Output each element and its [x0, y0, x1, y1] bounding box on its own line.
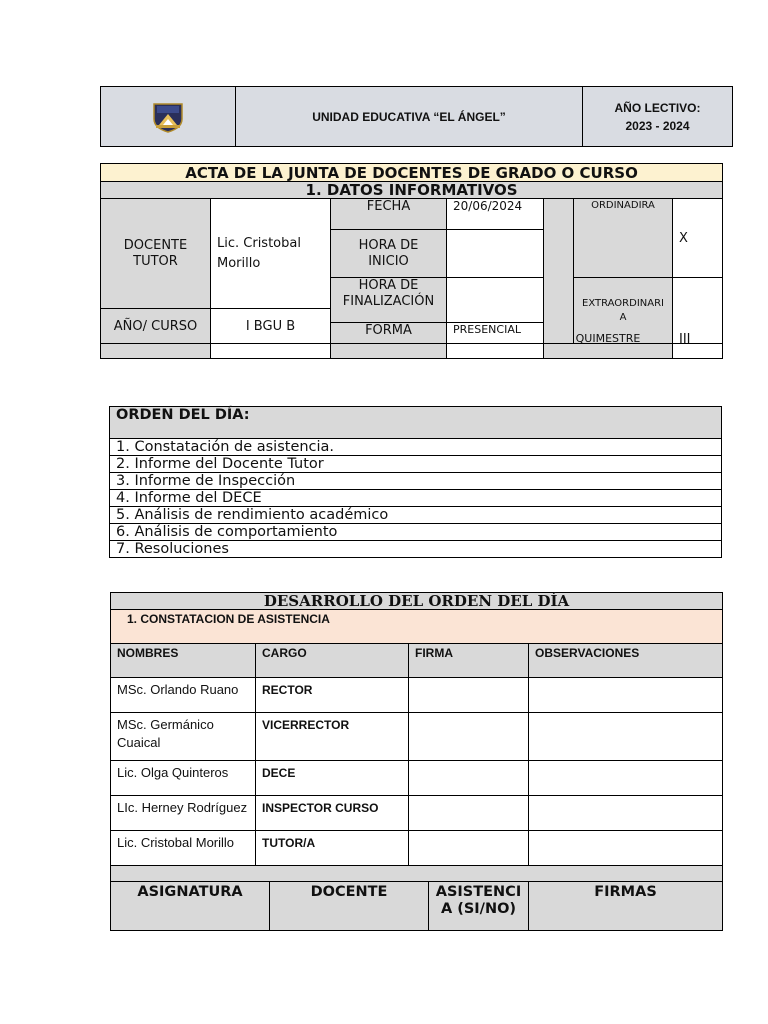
- logo-cell: [101, 87, 236, 147]
- hora-inicio-value: [447, 230, 544, 278]
- firma-cell[interactable]: [409, 678, 529, 713]
- curso-value: I BGU B: [211, 309, 331, 344]
- cargo-cell: INSPECTOR CURSO: [256, 796, 409, 831]
- orden-del-dia-table: [109, 406, 722, 558]
- table-row: [111, 831, 723, 866]
- acta-title: ACTA DE LA JUNTA DE DOCENTES DE GRADO O CURSO: [101, 164, 723, 182]
- cargo-cell: VICERRECTOR: [256, 713, 409, 761]
- col-firma: FIRMA: [409, 644, 529, 678]
- curso-label: AÑO/ CURSO: [101, 309, 211, 344]
- observaciones-cell[interactable]: [529, 713, 723, 761]
- nombre-cell: Lic. Cristobal Morillo: [111, 831, 256, 866]
- fecha-value: 20/06/2024: [447, 199, 544, 230]
- forma-label: FORMA: [331, 323, 447, 344]
- forma-label-continued: [331, 344, 447, 359]
- firma-cell[interactable]: [409, 713, 529, 761]
- col-asignatura: ASIGNATURA: [111, 882, 270, 931]
- curso-label-continued: [101, 344, 211, 359]
- observaciones-cell[interactable]: [529, 796, 723, 831]
- observaciones-cell[interactable]: [529, 761, 723, 796]
- cargo-cell: RECTOR: [256, 678, 409, 713]
- desarrollo-table: [110, 592, 723, 931]
- orden-item: 7. Resoluciones: [110, 541, 722, 558]
- hora-inicio-label: HORA DE INICIO: [331, 230, 447, 278]
- orden-item: 3. Informe de Inspección: [110, 473, 722, 490]
- forma-value: PRESENCIAL: [447, 323, 544, 344]
- nombre-cell: Lic. Olga Quinteros: [111, 761, 256, 796]
- spacer-row: [111, 866, 723, 882]
- col-docente: DOCENTE: [270, 882, 429, 931]
- year-value: 2023 - 2024: [625, 118, 690, 133]
- col-asistencia: ASISTENCIA (SI/NO): [429, 882, 529, 931]
- datos-informativos-table: [100, 163, 723, 359]
- firma-cell[interactable]: [409, 761, 529, 796]
- orden-title: ORDEN DEL DÍA:: [110, 407, 722, 439]
- school-name: UNIDAD EDUCATIVA “EL ÁNGEL”: [236, 87, 583, 147]
- fecha-label: FECHA: [331, 199, 447, 230]
- nombre-cell: LIc. Herney Rodríguez: [111, 796, 256, 831]
- docente-label: DOCENTE TUTOR: [101, 199, 211, 309]
- col-cargo: CARGO: [256, 644, 409, 678]
- table-row: [111, 761, 723, 796]
- cargo-cell: DECE: [256, 761, 409, 796]
- table-row: [111, 713, 723, 761]
- quimestre-label: QUIMESTRE: [544, 344, 673, 359]
- orden-item: 5. Análisis de rendimiento académico: [110, 507, 722, 524]
- extraordinaria-label: EXTRAORDINARIA: [574, 278, 673, 344]
- orden-item: 6. Análisis de comportamiento: [110, 524, 722, 541]
- separator-column: [544, 199, 574, 344]
- ordinaria-label: ORDINADIRA: [574, 199, 673, 278]
- orden-item: 2. Informe del Docente Tutor: [110, 456, 722, 473]
- section-title: 1. DATOS INFORMATIVOS: [101, 182, 723, 199]
- school-year: [583, 87, 733, 147]
- forma-value-continued: [447, 344, 544, 359]
- ordinaria-mark: X: [673, 199, 723, 278]
- hora-fin-label: HORA DE FINALIZACIÓN: [331, 278, 447, 323]
- table-row: [111, 678, 723, 713]
- observaciones-cell[interactable]: [529, 678, 723, 713]
- nombre-cell: MSc. Germánico Cuaical: [111, 713, 256, 761]
- firma-cell[interactable]: [409, 831, 529, 866]
- col-observaciones: OBSERVACIONES: [529, 644, 723, 678]
- orden-item: 1. Constatación de asistencia.: [110, 439, 722, 456]
- nombre-cell: MSc. Orlando Ruano: [111, 678, 256, 713]
- hora-fin-value: [447, 278, 544, 323]
- desarrollo-title: DESARROLLO DEL ORDEN DEL DÍA: [111, 593, 723, 610]
- observaciones-cell[interactable]: [529, 831, 723, 866]
- docente-value: Lic. Cristobal Morillo: [211, 199, 331, 309]
- firma-cell[interactable]: [409, 796, 529, 831]
- col-firmas: FIRMAS: [529, 882, 723, 931]
- school-crest-icon: [151, 101, 185, 133]
- orden-item: 4. Informe del DECE: [110, 490, 722, 507]
- col-nombres: NOMBRES: [111, 644, 256, 678]
- curso-value-continued: [211, 344, 331, 359]
- asistencia-subtitle: 1. CONSTATACION DE ASISTENCIA: [111, 610, 723, 644]
- year-label: AÑO LECTIVO:: [614, 100, 701, 115]
- cargo-cell: TUTOR/A: [256, 831, 409, 866]
- document-header: [100, 86, 733, 147]
- quimestre-value: III: [673, 344, 723, 359]
- table-row: [111, 796, 723, 831]
